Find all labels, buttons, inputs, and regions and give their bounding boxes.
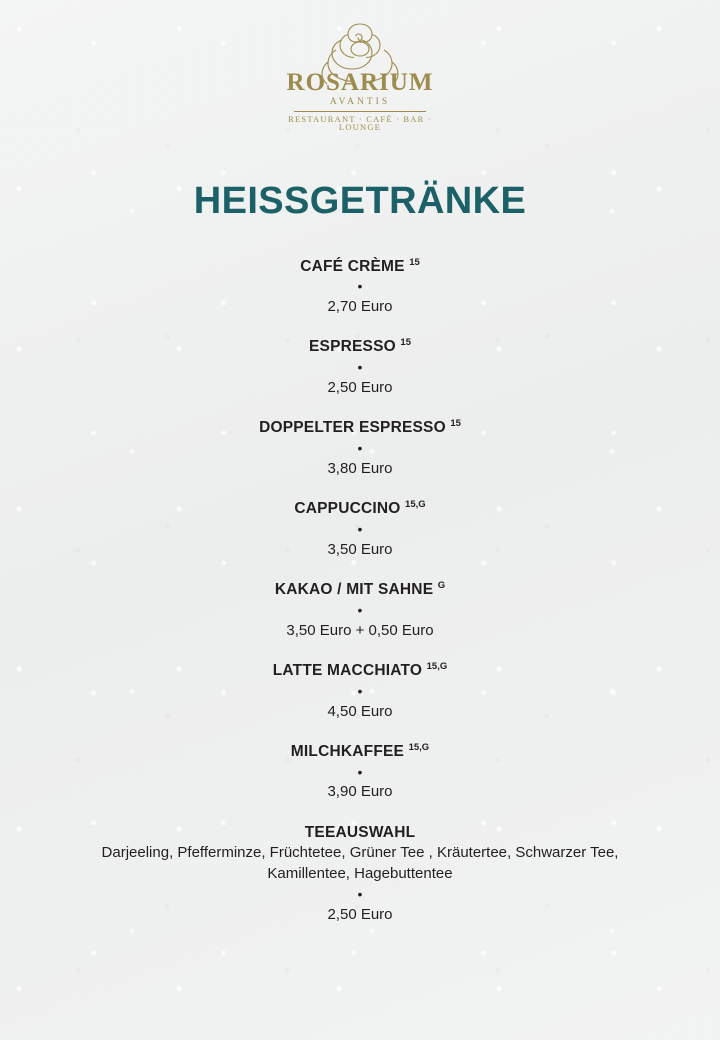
menu-item-allergen-code: G xyxy=(437,580,446,592)
page-title: HEISSGETRÄNKE xyxy=(193,179,527,222)
logo-name: ROSARIUM xyxy=(286,69,434,96)
menu-item-price: 3,80 Euro xyxy=(327,459,393,477)
menu-item-name xyxy=(40,580,680,600)
menu-item-separator: • xyxy=(357,885,363,902)
menu-item xyxy=(40,337,680,397)
menu-item-allergen-code: 15,G xyxy=(426,661,448,673)
menu-item-allergen-code: 15 xyxy=(409,256,420,268)
menu-item-price: 2,50 Euro xyxy=(327,378,393,396)
menu-item-name xyxy=(40,661,680,681)
menu-item-separator: • xyxy=(357,682,363,699)
menu-item-name-text: CAPPUCCINO xyxy=(294,500,401,518)
menu-item-name xyxy=(40,499,680,519)
menu-item-allergen-code: 15,G xyxy=(405,499,426,511)
logo-tagline: RESTAURANT · CAFÉ · BAR · LOUNGE xyxy=(288,113,432,132)
menu-item-price: 3,50 Euro xyxy=(327,540,393,558)
menu-item-separator: • xyxy=(357,520,363,537)
menu-item-name xyxy=(40,337,680,357)
menu-item-name xyxy=(40,742,680,762)
menu-item-separator: • xyxy=(357,601,363,618)
menu-item xyxy=(40,823,680,924)
menu-item-name xyxy=(40,823,680,842)
menu-item-separator: • xyxy=(357,439,363,456)
menu-items-list xyxy=(0,257,720,925)
rosarium-logo xyxy=(285,16,435,132)
menu-item-separator: • xyxy=(357,763,363,780)
menu-item-name-text: CAFÉ CRÈME xyxy=(300,257,405,275)
menu-item xyxy=(40,742,680,802)
menu-item xyxy=(40,661,680,721)
menu-item-allergen-code: 15 xyxy=(450,418,461,430)
menu-item xyxy=(40,580,680,640)
menu-item-separator: • xyxy=(357,278,363,295)
menu-item xyxy=(40,499,680,559)
menu-item xyxy=(40,418,680,478)
menu-item-allergen-code: 15 xyxy=(400,337,411,349)
menu-item-allergen-code: 15,G xyxy=(408,742,430,754)
menu-item-price: 3,90 Euro xyxy=(327,783,393,801)
menu-item-separator: • xyxy=(357,358,363,375)
menu-item-price: 4,50 Euro xyxy=(327,702,393,720)
logo-divider xyxy=(294,111,426,112)
menu-item-price: 2,70 Euro xyxy=(327,297,393,315)
menu-item xyxy=(40,257,680,317)
menu-item-price: 3,50 Euro + 0,50 Euro xyxy=(286,621,434,639)
menu-item-name-text: DOPPELTER ESPRESSO xyxy=(259,419,446,437)
logo-location: AVANTIS xyxy=(329,97,391,107)
menu-item-description: Darjeeling, Pfefferminze, Früchtetee, Grüner Tee , Kräutertee, Schwarzer Tee, Kamillentee, Hagebuttentee xyxy=(101,844,619,882)
logo-header xyxy=(0,0,720,132)
menu-item-name-text: KAKAO / MIT SAHNE xyxy=(274,581,434,599)
menu-item-name-text: LATTE MACCHIATO xyxy=(272,662,423,680)
menu-item-name xyxy=(40,418,680,438)
menu-item-name-text: ESPRESSO xyxy=(309,338,396,356)
menu-item-name xyxy=(40,257,680,277)
menu-item-name-text: MILCHKAFFEE xyxy=(290,743,405,761)
menu-item-price: 2,50 Euro xyxy=(327,905,393,923)
menu-item-name-text: TEEAUSWAHL xyxy=(304,823,416,841)
